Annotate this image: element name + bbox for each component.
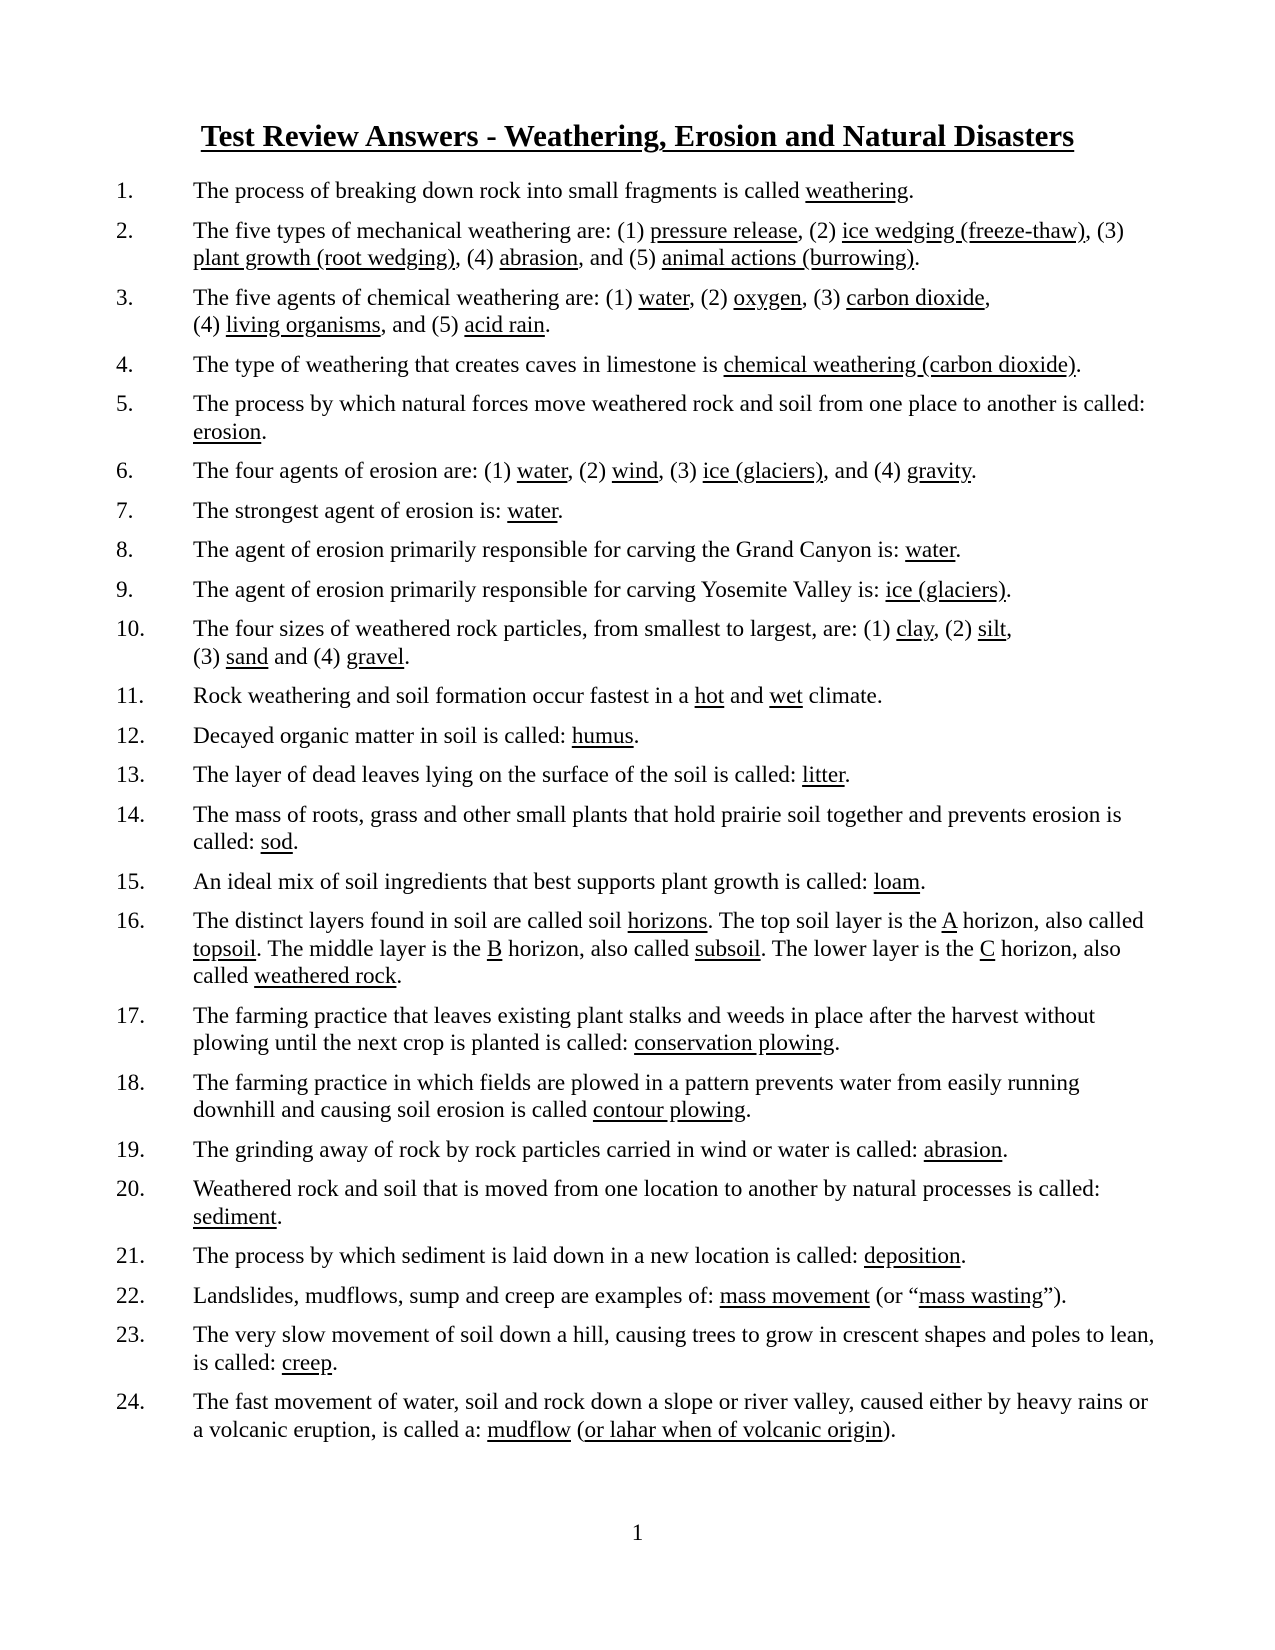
text-run: . [557, 497, 564, 524]
question-list [116, 178, 1161, 1456]
answer-text: animal actions (burrowing) [661, 245, 915, 271]
item-number: 20. [116, 1176, 145, 1202]
item-text [193, 498, 563, 524]
item-text [193, 391, 1145, 445]
text-run: . The middle layer is the [256, 935, 487, 962]
item-number: 10. [116, 616, 145, 642]
text-run: . [276, 1203, 283, 1230]
answer-text: horizons [627, 908, 708, 934]
list-item [116, 1283, 1161, 1311]
text-run: Landslides, mudflows, sump and creep are examples of: [193, 1282, 720, 1309]
answer-text: mass movement [719, 1282, 870, 1309]
text-run: The strongest agent of erosion is: [193, 497, 508, 524]
text-run: The four agents of erosion are: (1) [193, 458, 517, 484]
answer-text: litter [802, 762, 845, 788]
list-item [116, 869, 1161, 897]
text-run: The process of breaking down rock into small fragments is called [193, 178, 806, 204]
list-item [116, 537, 1161, 565]
text-run: The agent of erosion primarily responsible for carving Yosemite Valley is: [193, 576, 886, 603]
text-run: . [332, 1349, 338, 1376]
text-run: , (2) [933, 616, 978, 642]
answer-text: subsoil [694, 935, 761, 962]
text-run: The layer of dead leaves lying on the surface of the soil is called: [193, 762, 803, 788]
text-run: . [396, 963, 403, 989]
list-item [116, 391, 1161, 446]
item-number: 22. [116, 1282, 145, 1309]
text-run: The process by which sediment is laid down in a new location is called: [193, 1243, 864, 1269]
text-run: The five agents of chemical weathering are: (1) [193, 284, 639, 311]
list-item [116, 1243, 1161, 1271]
text-run: Decayed organic matter in soil is called: [193, 722, 572, 749]
text-run: . [914, 245, 921, 271]
list-item [116, 683, 1161, 711]
answer-text: clay [896, 616, 934, 642]
answer-text: living organisms [225, 312, 381, 338]
page-number: 1 [631, 1520, 644, 1545]
text-run: . [261, 418, 268, 445]
text-run: horizon, also called [193, 935, 1121, 989]
item-number: 2. [116, 217, 134, 244]
answer-text: B [486, 935, 503, 962]
item-text [193, 616, 1012, 670]
item-number: 21. [116, 1243, 145, 1269]
text-run: The type of weathering that creates caves in limestone is [193, 351, 724, 378]
answer-text: silt [977, 616, 1007, 642]
answer-text: or lahar when of volcanic origin [584, 1416, 883, 1443]
item-number: 11. [116, 683, 145, 709]
text-run: . [745, 1097, 752, 1123]
text-run: ”). [1043, 1282, 1067, 1309]
item-text [193, 1176, 1100, 1230]
answer-text: weathering [805, 178, 909, 204]
text-run: . [1002, 1136, 1009, 1163]
item-text [193, 1070, 1080, 1124]
text-run: The agent of erosion primarily responsible for carving the Grand Canyon is: [193, 537, 906, 563]
item-text [193, 352, 1082, 378]
answer-text: sediment [193, 1203, 277, 1230]
list-item [116, 908, 1161, 991]
text-run: . [970, 458, 977, 484]
text-run: . [955, 537, 962, 563]
item-text [193, 762, 850, 788]
text-run: The very slow movement of soil down a hill, causing trees to grow in crescent shapes and poles to lean, is called: [193, 1322, 1155, 1376]
item-number: 9. [116, 576, 134, 603]
text-run: . [292, 829, 299, 855]
text-run: , (2) [797, 217, 842, 244]
answer-text: erosion [193, 418, 262, 445]
item-text [193, 1283, 1067, 1309]
text-run: The mass of roots, grass and other small plants that hold prairie soil together and prevents erosion is called: [193, 801, 1122, 855]
answer-text: mass wasting [918, 1282, 1044, 1309]
answer-text: sand [225, 643, 269, 670]
item-text [193, 683, 883, 709]
answer-text: ice (glaciers) [702, 458, 824, 484]
text-run: , (4) [455, 245, 500, 271]
text-run: , [1006, 616, 1013, 642]
text-run: Rock weathering and soil formation occur fastest in a [193, 683, 695, 709]
text-run: The five types of mechanical weathering are: (1) [193, 217, 651, 244]
answer-text: oxygen [733, 284, 802, 311]
list-item [116, 802, 1161, 857]
answer-text: water [507, 497, 558, 524]
item-number: 7. [116, 497, 134, 524]
item-number: 5. [116, 391, 134, 417]
item-number: 13. [116, 762, 145, 788]
item-text [193, 577, 1012, 603]
answer-text: loam [873, 868, 921, 895]
text-run: ). [882, 1416, 897, 1443]
answer-text: conservation plowing [634, 1030, 835, 1056]
answer-text: contour plowing [592, 1097, 746, 1123]
item-number: 24. [116, 1389, 145, 1415]
list-item [116, 458, 1161, 486]
item-number: 3. [116, 284, 134, 311]
text-run: . [633, 722, 640, 749]
text-run: The grinding away of rock by rock particles carried in wind or water is called: [193, 1136, 924, 1163]
text-run: horizon, also called [502, 935, 695, 962]
list-item [116, 498, 1161, 526]
answer-text: water [638, 284, 690, 311]
text-run: , (2) [567, 458, 612, 484]
text-run: . [960, 1243, 967, 1269]
list-item [116, 1389, 1161, 1444]
answer-text: carbon dioxide [846, 284, 985, 311]
text-run: (3) [193, 643, 226, 670]
text-run: climate. [802, 683, 883, 709]
answer-text: creep [281, 1349, 333, 1376]
item-number: 18. [116, 1069, 145, 1096]
text-run: An ideal mix of soil ingredients that best supports plant growth is called: [193, 868, 874, 895]
item-text [193, 908, 1144, 989]
text-run: (4) [193, 312, 226, 338]
answer-text: hot [694, 683, 725, 709]
answer-text: topsoil [193, 935, 257, 962]
answer-text: gravel [346, 643, 405, 670]
answer-text: humus [571, 722, 634, 749]
answer-text: gravity [906, 458, 971, 484]
text-run: , and (4) [823, 458, 907, 484]
item-text [193, 537, 961, 563]
answer-text: pressure release [650, 217, 798, 244]
item-text [193, 869, 926, 895]
answer-text: abrasion [923, 1136, 1003, 1163]
text-run: . [544, 312, 551, 338]
item-text [193, 178, 914, 204]
item-text [193, 723, 639, 749]
answer-text: plant growth (root wedging) [193, 245, 456, 271]
item-number: 8. [116, 537, 134, 563]
list-item [116, 352, 1161, 380]
list-item [116, 285, 1161, 340]
answer-text: C [979, 935, 996, 962]
item-number: 12. [116, 722, 145, 749]
text-run: . [834, 1030, 841, 1056]
answer-text: deposition [864, 1243, 961, 1269]
list-item [116, 1322, 1161, 1377]
text-run: , and (5) [380, 312, 465, 338]
answer-text: ice wedging (freeze-thaw) [841, 217, 1086, 244]
answer-text: water [516, 458, 568, 484]
item-text [193, 1003, 1095, 1057]
text-run: The fast movement of water, soil and rock down a slope or river valley, caused either by heavy rains or a volcanic eruption, is called a: [193, 1389, 1149, 1443]
list-item [116, 178, 1161, 206]
item-text [193, 802, 1122, 856]
text-run: , (3) [658, 458, 703, 484]
text-run: The four sizes of weathered rock particles, from smallest to largest, are: (1) [193, 616, 897, 642]
answer-text: abrasion [499, 245, 579, 271]
text-run: (or “ [869, 1282, 919, 1309]
list-item [116, 762, 1161, 790]
list-item [116, 1176, 1161, 1231]
text-run: horizon, also called [956, 908, 1144, 934]
text-run: , (3) [801, 284, 847, 311]
item-number: 14. [116, 801, 145, 828]
text-run: and [724, 683, 770, 709]
text-run: , [984, 284, 991, 311]
item-number: 1. [116, 178, 134, 204]
text-run: , and (5) [578, 245, 662, 271]
text-run: and (4) [268, 643, 347, 670]
item-number: 17. [116, 1002, 145, 1029]
list-item [116, 1003, 1161, 1058]
list-item [116, 616, 1161, 671]
text-run: The distinct layers found in soil are called soil [193, 908, 628, 934]
list-item [116, 218, 1161, 273]
item-number: 16. [116, 908, 145, 934]
list-item [116, 723, 1161, 751]
text-run: . [908, 178, 915, 204]
answer-text: acid rain [464, 312, 545, 338]
item-number: 19. [116, 1136, 145, 1163]
list-item [116, 1137, 1161, 1165]
text-run: The farming practice in which fields are plowed in a pattern prevents water from easily running downhill and causing soil erosion is called [193, 1069, 1080, 1123]
item-number: 6. [116, 458, 134, 484]
text-run: . [404, 643, 411, 670]
item-text [193, 1389, 1148, 1443]
text-run: The farming practice that leaves existing plant stalks and weeds in place after the harvest without plowing until the next crop is planted is called: [193, 1002, 1096, 1056]
answer-text: wind [611, 458, 659, 484]
answer-text: A [941, 908, 957, 934]
item-text [193, 285, 990, 339]
item-text [193, 1243, 966, 1269]
answer-text: chemical weathering (carbon dioxide) [723, 351, 1076, 378]
text-run: The process by which natural forces move weathered rock and soil from one place to another is called: [193, 391, 1146, 417]
text-run: , (3) [1085, 217, 1124, 244]
text-run: . The lower layer is the [760, 935, 980, 962]
item-text [193, 1137, 1008, 1163]
answer-text: weathered rock [254, 963, 397, 989]
answer-text: sod [260, 829, 293, 855]
item-text [193, 218, 1124, 272]
list-item [116, 577, 1161, 605]
item-text [193, 458, 977, 484]
item-text [193, 1322, 1154, 1376]
text-run: Weathered rock and soil that is moved from one location to another by natural processes is called: [193, 1176, 1101, 1202]
list-item [116, 1070, 1161, 1125]
answer-text: mudflow [487, 1416, 571, 1443]
text-run: . [920, 868, 926, 895]
text-run: , (2) [689, 284, 734, 311]
answer-text: water [905, 537, 956, 563]
answer-text: wet [769, 683, 803, 709]
item-number: 15. [116, 868, 145, 895]
text-run: . [844, 762, 851, 788]
item-number: 4. [116, 351, 134, 378]
item-number: 23. [116, 1322, 145, 1348]
text-run: . The top soil layer is the [707, 908, 942, 934]
text-run: ( [570, 1416, 585, 1443]
page-title: Test Review Answers - Weathering, Erosion and Natural Disasters [200, 118, 1075, 153]
text-run: . [1005, 576, 1012, 603]
text-run: . [1075, 351, 1082, 378]
answer-text: ice (glaciers) [885, 576, 1006, 603]
